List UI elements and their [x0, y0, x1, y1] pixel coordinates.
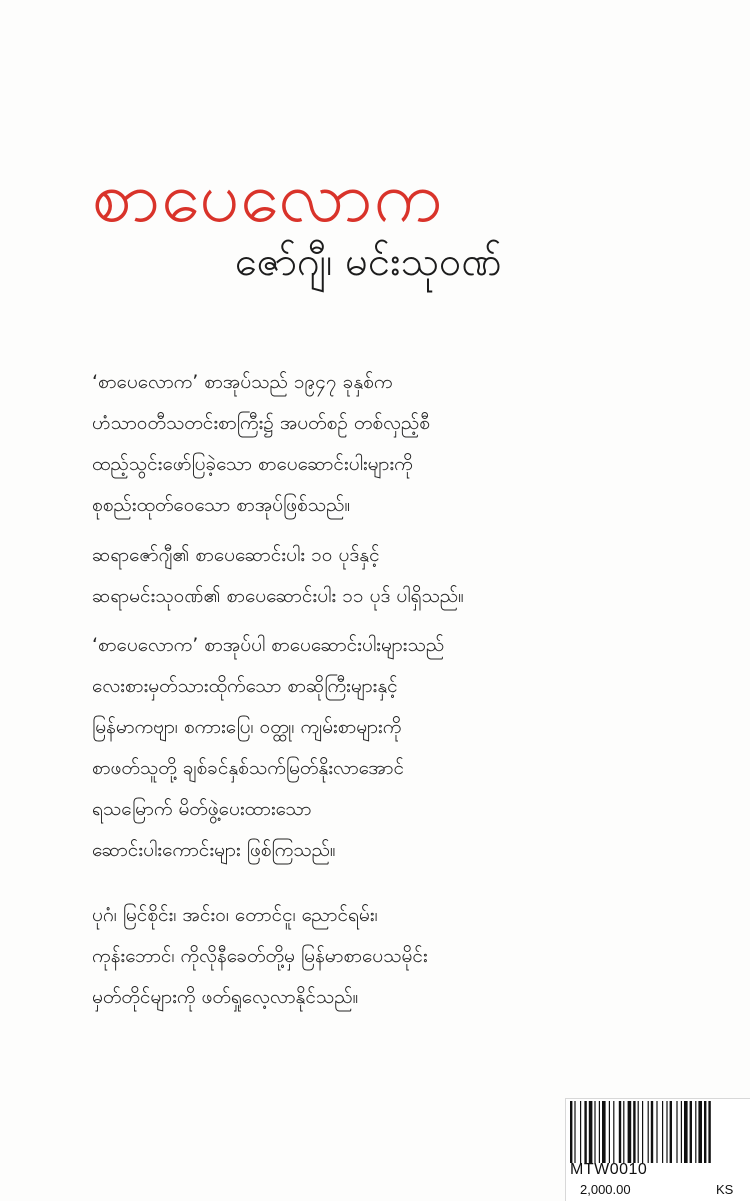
barcode-stripe	[613, 1101, 614, 1163]
barcode-stripe	[698, 1101, 702, 1163]
barcode-stripe	[580, 1101, 581, 1163]
barcode-stripe	[633, 1101, 635, 1163]
product-code: MTW0010	[570, 1161, 648, 1178]
paragraph-line: စာဖတ်သူတို့ ချစ်ခင်နှစ်သက်မြတ်နိုးလာအောင်	[92, 757, 405, 779]
barcode-stripe	[628, 1101, 632, 1163]
barcode-stripe	[684, 1101, 688, 1163]
book-authors: ဇော်ဂျီ၊ မင်းသုဝဏ်	[235, 239, 502, 285]
description-paragraph-2	[92, 535, 692, 617]
paragraph-line: ရသမြောက် မိတ်ဖွဲ့ပေးထားသော	[92, 798, 312, 820]
paragraph-line: ဆရာမင်းသုဝဏ်၏ စာပေဆောင်းပါး ၁၁ ပုဒ် ပါရှိသည်။	[92, 585, 464, 607]
description-paragraph-4	[92, 895, 692, 1018]
barcode-stripe	[599, 1101, 600, 1163]
barcode-stripe	[651, 1101, 653, 1163]
barcode-stripe	[690, 1101, 692, 1163]
barcode-stripe	[584, 1101, 586, 1163]
barcode-stripe	[570, 1101, 572, 1163]
paragraph-line: စုစည်းထုတ်ဝေသော စာအုပ်ဖြစ်သည်။	[92, 494, 351, 516]
barcode-stripe	[642, 1101, 643, 1163]
barcode-stripe	[666, 1101, 667, 1163]
paragraph-line: မှတ်တိုင်များကို ဖတ်ရှုလေ့လာနိုင်သည်။	[92, 986, 359, 1008]
paragraph-line: လေးစားမှတ်သားထိုက်သော စာဆိုကြီးများနှင့်	[92, 675, 398, 697]
barcode-stripe	[638, 1101, 639, 1163]
paragraph-line: ပုဂံ၊ မြင်စိုင်း၊ အင်းဝ၊ တောင်ငူ၊ ညောင်ရမ်း၊	[92, 904, 378, 926]
paragraph-line: ဆောင်းပါးကောင်းများ ဖြစ်ကြသည်။	[92, 839, 336, 861]
barcode-stripe	[704, 1101, 706, 1163]
paragraph-line: ဟံသာဝတီသတင်းစာကြီး၌ အပတ်စဉ် တစ်လှည့်စီ	[92, 412, 430, 434]
barcode-stripe	[656, 1101, 657, 1163]
barcode-stripe	[708, 1101, 710, 1163]
barcode-label	[565, 1098, 750, 1201]
description-paragraph-1	[92, 362, 692, 526]
barcode-stripe	[695, 1101, 696, 1163]
barcode-stripe	[670, 1101, 672, 1163]
book-title: စာပေလောက	[92, 156, 443, 238]
barcode-stripe	[594, 1101, 595, 1163]
barcode-stripe	[589, 1101, 593, 1163]
paragraph-line: မြန်မာကဗျာ၊ စကားပြေ၊ ဝတ္ထု၊ ကျမ်းစာများကို	[92, 716, 402, 738]
paragraph-line: ကုန်းဘောင်၊ ကိုလိုနီခေတ်တို့မှ မြန်မာစာပေသမိုင်း	[92, 945, 428, 967]
barcode-stripe	[662, 1101, 663, 1163]
paragraph-line: ထည့်သွင်းဖော်ပြခဲ့သော စာပေဆောင်းပါးများကို	[92, 453, 413, 475]
barcode-icon	[570, 1101, 748, 1163]
paragraph-line: ဆရာဇော်ဂျီ၏ စာပေဆောင်းပါး ၁၀ ပုဒ်နှင့်	[92, 544, 380, 566]
barcode-stripe	[574, 1101, 575, 1163]
barcode-stripe	[602, 1101, 606, 1163]
barcode-stripe	[623, 1101, 624, 1163]
paragraph-line: ‘စာပေလောက’ စာအုပ်သည် ၁၉၄၇ ခုနှစ်က	[92, 371, 393, 393]
price-value: 2,000.00	[580, 1182, 631, 1197]
description-paragraph-3	[92, 625, 692, 871]
barcode-stripe	[681, 1101, 682, 1163]
barcode-stripe	[648, 1101, 649, 1163]
barcode-stripe	[619, 1101, 621, 1163]
barcode-stripe	[609, 1101, 610, 1163]
paragraph-line: ‘စာပေလောက’ စာအုပ်ပါ စာပေဆောင်းပါးများသည်	[92, 634, 445, 656]
price-currency: KS	[716, 1182, 734, 1197]
barcode-stripe	[676, 1101, 677, 1163]
